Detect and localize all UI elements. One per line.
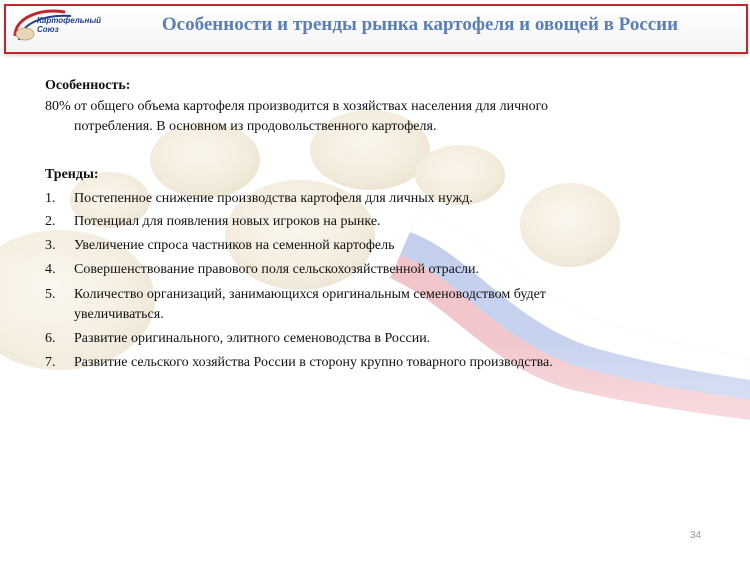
trends-heading: Тренды:	[45, 167, 99, 182]
list-item: Развитие оригинального, элитного семеноводства в России.	[74, 331, 431, 346]
list-item-number: 4.	[45, 262, 56, 277]
list-item: Потенциал для появления новых игроков на рынке.	[74, 214, 381, 229]
list-item-number: 1.	[45, 191, 56, 206]
list-item: Увеличение спроса частников на семенной картофель	[74, 238, 395, 253]
list-item-number: 5.	[45, 287, 56, 302]
page-number: 34	[690, 530, 702, 541]
list-item: Количество организаций, занимающихся оригинальным семеноводством будет	[74, 287, 546, 302]
list-item: Постепенное снижение производства картофеля для личных нужд.	[74, 191, 473, 206]
list-item-number: 2.	[45, 214, 56, 229]
list-item: Совершенствование правового поля сельскохозяйственной отрасли.	[74, 262, 480, 277]
features-prefix: 80%	[45, 99, 71, 114]
page-title: Особенности и тренды рынка картофеля и овощей в России	[161, 14, 679, 35]
logo-text: Картофельный Союз	[37, 16, 102, 34]
features-line-1: от общего объема картофеля производится в хозяйствах населения для личного	[74, 99, 548, 114]
list-item-number: 6.	[45, 331, 56, 346]
list-item-continuation: увеличиваться.	[74, 307, 164, 322]
features-line-2: потребления. В основном из продовольственного картофеля.	[74, 119, 437, 134]
features-heading: Особенность:	[45, 78, 131, 93]
list-item: Развитие сельского хозяйства России в сторону крупно товарного производства.	[74, 355, 553, 370]
list-item-number: 3.	[45, 238, 56, 253]
list-item-number: 7.	[45, 355, 56, 370]
